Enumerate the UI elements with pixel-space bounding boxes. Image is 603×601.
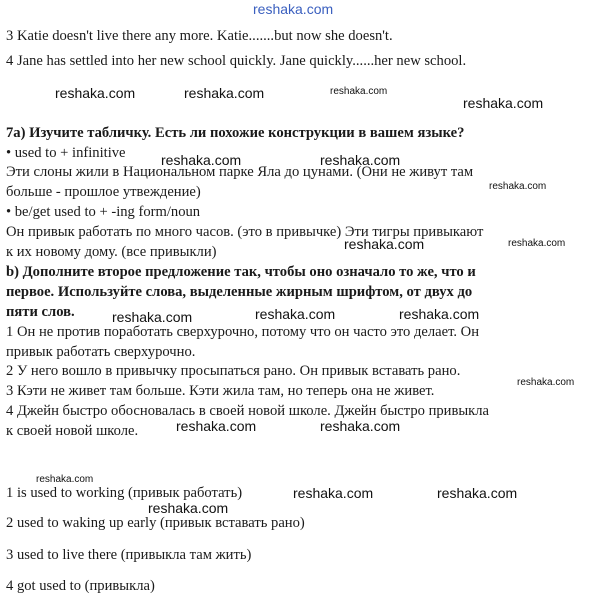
answer-2: 2 used to waking up early (привык вставать рано) [6,515,305,531]
watermark: reshaka.com [489,181,547,192]
exercise-line-katie: 3 Katie doesn't live there any more. Katie.......but now she doesn't. [6,28,393,44]
example-elephants-cont: больше - прошлое утвеждение) [6,184,201,200]
watermark: reshaka.com [55,85,136,101]
translation-3: 3 Кэти не живет там больше. Кэти жила там, но теперь она не живет. [6,383,435,399]
translation-1-cont: привык работать сверхурочно. [6,344,196,360]
exercise-line-jane: 4 Jane has settled into her new school quickly. Jane quickly......her new school. [6,53,467,69]
section-heading-b-cont: первое. Используйте слова, выделенные жирным шрифтом, от двух до [6,284,473,300]
watermark: reshaka.com [517,377,575,388]
watermark: reshaka.com [320,152,401,168]
watermark: reshaka.com [36,474,94,485]
rule-be-get-used-to: • be/get used to + -ing form/noun [6,204,201,220]
section-heading-7a: 7a) Изучите табличку. Есть ли похожие конструкции в вашем языке? [6,125,465,141]
watermark: reshaka.com [344,236,425,252]
example-elephants: Эти слоны жили в Национальном парке Яла до цунами. (Они не живут там [6,164,474,180]
watermark: reshaka.com [176,418,257,434]
section-heading-b: b) Дополните второе предложение так, чтобы оно означало то же, что и [6,264,476,280]
translation-1: 1 Он не против поработать сверхурочно, потому что он часто это делает. Он [6,324,480,340]
watermark: reshaka.com [112,309,193,325]
watermark: reshaka.com [148,500,229,516]
answer-3: 3 used to live there (привыкла там жить) [6,547,252,563]
watermark: reshaka.com [320,418,401,434]
watermark: reshaka.com [255,306,336,322]
watermark: reshaka.com [161,152,242,168]
watermark: reshaka.com [184,85,265,101]
translation-2: 2 У него вошло в привычку просыпаться рано. Он привык вставать рано. [6,363,461,379]
watermark: reshaka.com [463,95,544,111]
section-heading-b-end: пяти слов. [6,304,75,320]
watermark: reshaka.com [437,485,518,501]
translation-4-cont: к своей новой школе. [6,423,139,439]
translation-4: 4 Джейн быстро обосновалась в своей новой школе. Джейн быстро привыкла [6,403,490,419]
watermark: reshaka.com [293,485,374,501]
rule-used-to-infinitive: • used to + infinitive [6,145,126,161]
example-tigers-cont: к их новому дому. (все привыкли) [6,244,217,260]
watermark: reshaka.com [253,1,334,17]
watermark: reshaka.com [330,86,388,97]
answer-4: 4 got used to (привыкла) [6,578,155,594]
example-tigers: Он привык работать по много часов. (это в привычке) Эти тигры привыкают [6,224,484,240]
answer-1: 1 is used to working (привык работать) [6,485,243,501]
watermark: reshaka.com [399,306,480,322]
watermark: reshaka.com [508,238,566,249]
